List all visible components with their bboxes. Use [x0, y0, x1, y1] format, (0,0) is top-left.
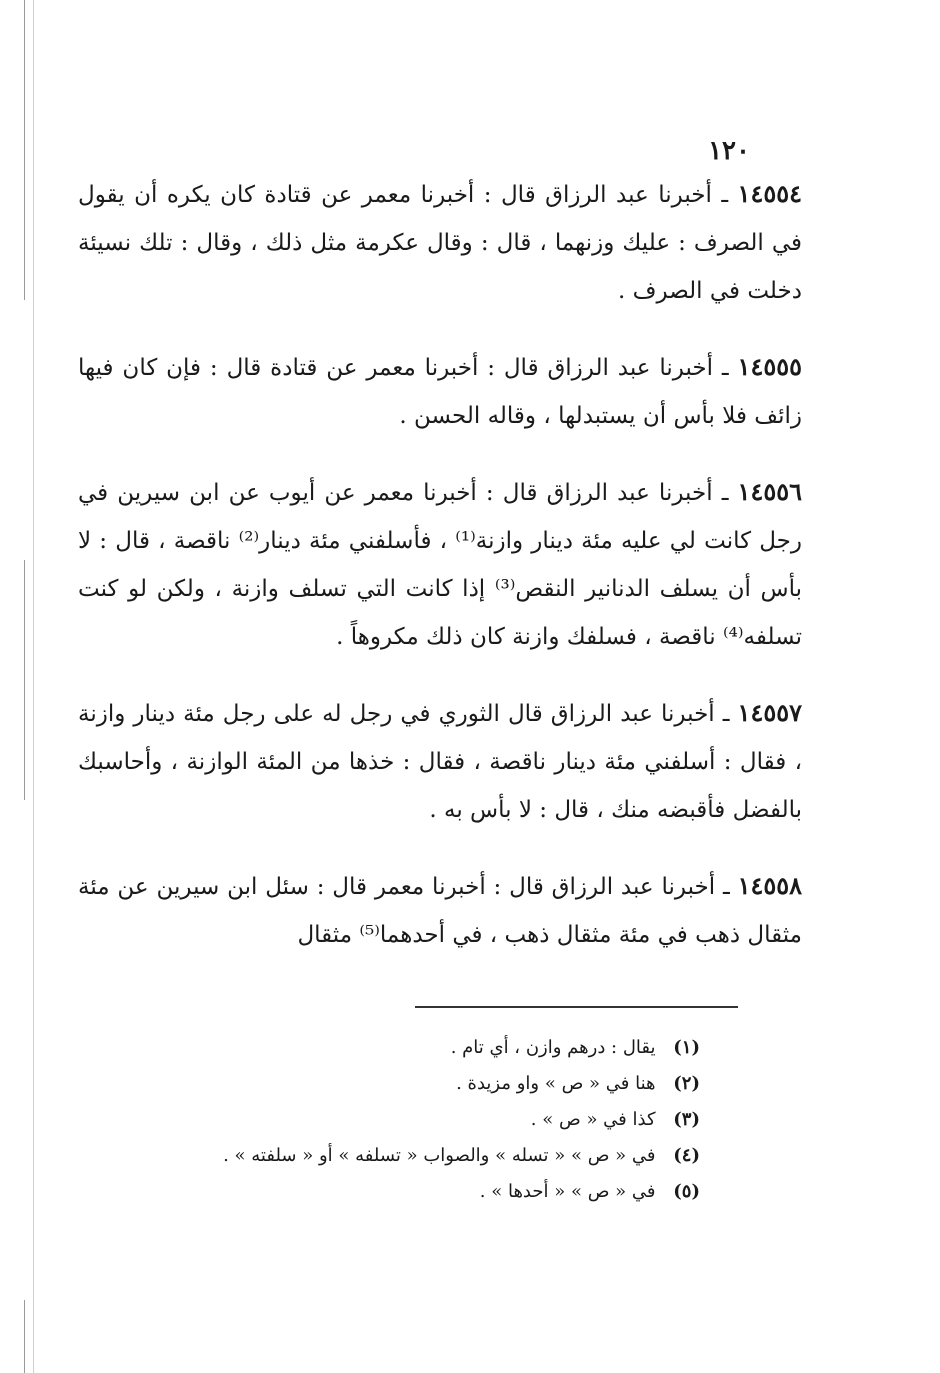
- hadith-number: ١٤٥٥٤: [737, 179, 802, 208]
- dash: ـ: [714, 701, 730, 727]
- hadith-paragraph: [78, 468, 802, 661]
- page-number: ١٢٠: [708, 136, 750, 166]
- footnote-text: كذا في « ص » .: [530, 1109, 656, 1130]
- footnote: [180, 1138, 700, 1174]
- footnote-number: (١): [673, 1037, 700, 1058]
- footnote-text: في « ص » « تسله » والصواب « تسلفه » أو « سلفته » .: [223, 1145, 656, 1166]
- footnote: [180, 1174, 700, 1210]
- footnote: [180, 1030, 700, 1066]
- hadith-text: أخبرنا عبد الرزاق قال : أخبرنا معمر عن أيوب عن ابن سيرين في رجل كانت لي عليه مئة دينار وازنة⁽¹⁾ ، فأسلفني مئة دينار⁽²⁾ ناقصة ، قال : لا بأس أن يسلف الدنانير النقص⁽³⁾ إذا كانت التي تسلف وازنة ، ولكن لو كنت تسلفه⁽⁴⁾ ناقصة ، فسلفك وازنة كان ذلك مكروهاً .: [78, 480, 802, 650]
- footnote-divider: [415, 1006, 738, 1008]
- main-text: [78, 170, 802, 987]
- hadith-text: أخبرنا عبد الرزاق قال : أخبرنا معمر عن قتادة قال : فإن كان فيها زائف فلا بأس أن يستبدلها ، وقاله الحسن .: [78, 355, 802, 429]
- dash: ـ: [715, 874, 730, 900]
- hadith-paragraph: [78, 689, 802, 834]
- footnote: [180, 1066, 700, 1102]
- footnote-number: (٣): [673, 1109, 700, 1130]
- hadith-paragraph: [78, 343, 802, 440]
- hadith-paragraph: [78, 170, 802, 315]
- footnote-number: (٥): [673, 1181, 700, 1202]
- hadith-paragraph: [78, 862, 802, 959]
- scan-edge-line: [24, 0, 25, 300]
- footnote: [180, 1102, 700, 1138]
- hadith-number: ١٤٥٥٥: [737, 352, 802, 381]
- dash: ـ: [711, 182, 729, 208]
- hadith-text: أخبرنا عبد الرزاق قال : أخبرنا معمر قال : سئل ابن سيرين عن مئة مثقال ذهب في مئة مثقال ذهب ، في أحدهما⁽⁵⁾ مثقال: [78, 874, 802, 948]
- dash: ـ: [712, 480, 729, 506]
- hadith-number: ١٤٥٥٧: [737, 698, 802, 727]
- scan-edge-line: [24, 560, 25, 800]
- footnote-text: يقال : درهم وازن ، أي تام .: [450, 1037, 656, 1058]
- hadith-text: أخبرنا عبد الرزاق قال : أخبرنا معمر عن قتادة كان يكره أن يقول في الصرف : عليك وزنهما ، قال : وقال عكرمة مثل ذلك ، وقال : تلك نسيئة دخلت في الصرف .: [78, 182, 802, 304]
- footnote-number: (٤): [673, 1145, 700, 1166]
- scan-edge-line: [33, 0, 34, 1373]
- dash: ـ: [713, 355, 729, 381]
- footnote-text: هنا في « ص » واو مزيدة .: [456, 1073, 656, 1094]
- hadith-number: ١٤٥٥٨: [737, 871, 803, 900]
- scan-edge-line: [24, 1300, 25, 1373]
- footnotes: [180, 1030, 700, 1210]
- hadith-number: ١٤٥٥٦: [737, 477, 802, 506]
- footnote-number: (٢): [673, 1073, 700, 1094]
- footnote-text: في « ص » « أحدها » .: [479, 1181, 656, 1202]
- hadith-text: أخبرنا عبد الرزاق قال الثوري في رجل له على رجل مئة دينار وازنة ، فقال : أسلفني مئة دينار ناقصة ، فقال : خذها من المئة الوازنة ، وأحاسبك بالفضل فأقبضه منك ، قال : لا بأس به .: [78, 701, 802, 823]
